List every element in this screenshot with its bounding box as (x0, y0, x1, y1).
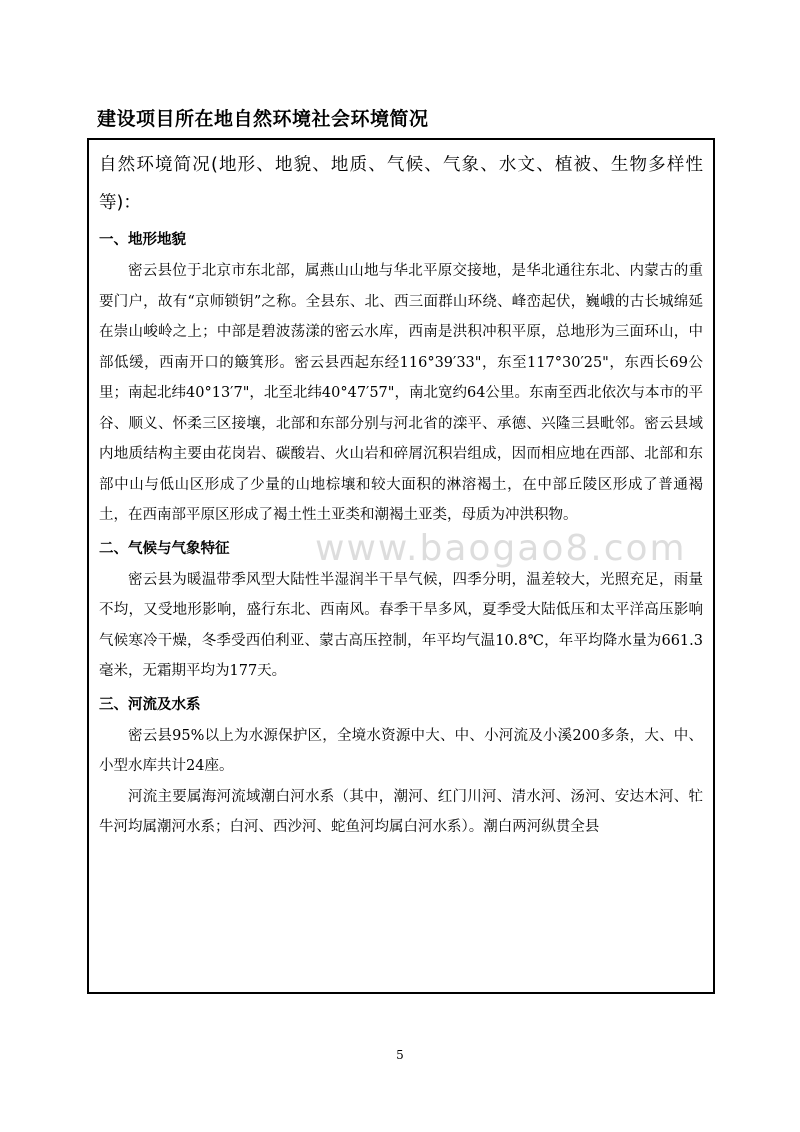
section-heading-terrain: 一、地形地貌 (99, 232, 186, 248)
section-heading-climate: 二、气候与气象特征 (99, 540, 230, 557)
rivers-paragraph-1: 密云县95%以上为水源保护区，全境水资源中大、中、小河流及小溪200多条，大、中、小型水库共计24座。 (99, 727, 703, 774)
page-number: 5 (396, 1048, 404, 1062)
terrain-paragraph: 密云县位于北京市东北部，属燕山山地与华北平原交接地，是华北通往东北、内蒙古的重要门户，故有“京师锁钥”之称。全县东、北、西三面群山环绕、峰峦起伏，巍峨的古长城绵延在崇山峻岭之上；中部是碧波荡漾的密云水库，西南是洪积冲积平原，总地形为三面环山，中部低缓，西南开口的簸箕形。密云县西起东经116°39′33"，东至117°30′25"，东西长69公里；南起北纬40°13′7"，北至北纬40°47′57"，南北宽约64公里。东南至西北依次与本市的平谷、顺义、怀柔三区接壤，北部和东部分别与河北省的滦平、承德、兴隆三县毗邻。密云县域内地质结构主要由花岗岩、碳酸岩、火山岩和碎屑沉积岩组成，因而相应地在西部、北部和东部中山与低山区形成了少量的山地棕壤和较大面积的淋溶褐土，在中部丘陵区形成了普通褐土，在西南部平原区形成了褐土性土亚类和潮褐土亚类，母质为冲洪积物。 (99, 263, 703, 523)
section-heading-rivers: 三、河流及水系 (99, 696, 201, 713)
box-heading: 自然环境简况(地形、地貌、地质、气候、气象、水文、植被、生物多样性等)： (99, 155, 703, 213)
rivers-paragraph-2: 河流主要属海河流域潮白河水系（其中，潮河、红门川河、清水河、汤河、安达木河、牤牛河均属潮河水系；白河、西沙河、蛇鱼河均属白河水系）。潮白两河纵贯全县 (99, 788, 703, 835)
climate-paragraph: 密云县为暖温带季风型大陆性半湿润半干旱气候，四季分明，温差较大，光照充足，雨量不均，又受地形影响，盛行东北、西南风。春季干旱多风，夏季受大陆低压和太平洋高压影响气候寒冷干燥，冬季受西伯利亚、蒙古高压控制，年平均气温10.8℃，年平均降水量为661.3毫米，无霜期平均为177天。 (99, 571, 703, 679)
watermark: www.baogao8.com (315, 528, 687, 569)
natural-environment-box (87, 138, 715, 994)
page-title: 建设项目所在地自然环境社会环境简况 (97, 108, 429, 130)
